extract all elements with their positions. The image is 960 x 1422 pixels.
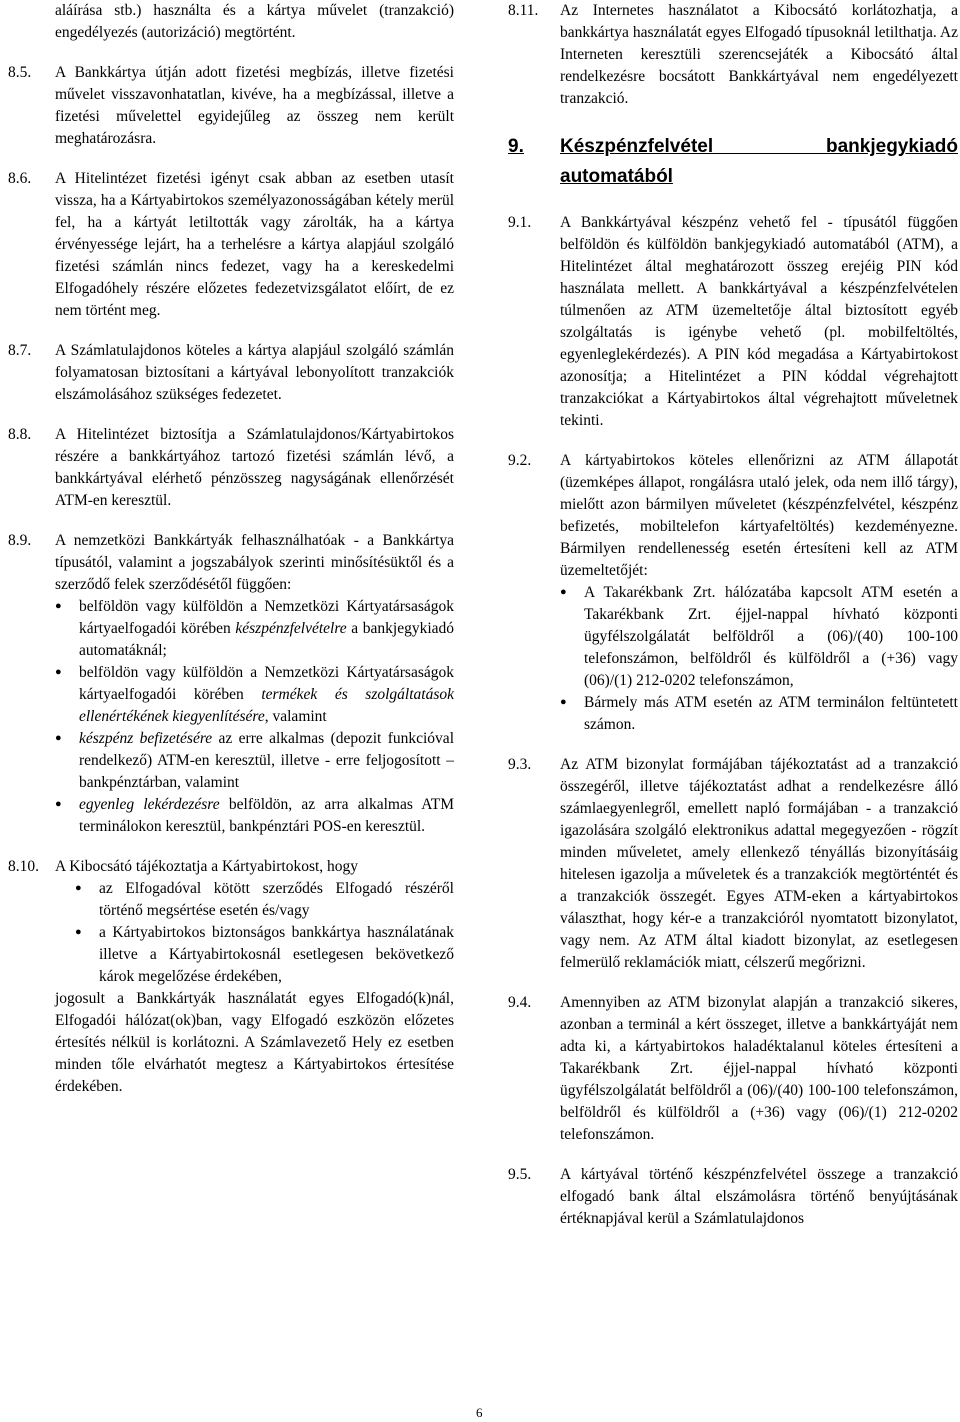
paragraph-8-9 <box>8 530 454 838</box>
bullet-item: ● a Kártyabirtokos biztonságos bankkártya használatának illetve a Kártyabirtokosnál esetlegesen bekövetkező károk megelőzése érdekében, <box>75 922 454 988</box>
paragraph-text: A Hitelintézet fizetési igényt csak abban az esetben utasít vissza, ha a Kártyabirtokos személyazonosságában kétely merül fel, ha a kártyát letiltották vagy zárolták, ha a kártya érvényessége lejárt, ha a terhelésre a kártya alapjául szolgáló fizetési számlán nincs fedezet, vagy ha a kereskedelmi Elfogadóhely részére előzetes fedezetvizsgálatot előírt, de ez nem történt meg. <box>55 170 454 319</box>
paragraph-9-1 <box>508 212 958 432</box>
paragraph-text: A Hitelintézet biztosítja a Számlatulajdonos/Kártyabirtokos részére a bankkártyához tartozó fizetési számlán lévő, a bankkártyával elérhető pénzösszeg nagyságának ellenőrzését ATM-en keresztül. <box>55 426 454 509</box>
paragraph-9-5 <box>508 1164 958 1230</box>
bullet-dot-icon <box>55 596 79 662</box>
bullet-dot-icon <box>560 582 584 692</box>
paragraph-text <box>55 530 454 838</box>
bullet-dot-icon <box>75 878 99 922</box>
page-number: 6 <box>476 1405 483 1420</box>
paragraph-text <box>560 450 958 736</box>
left-column <box>8 0 454 1098</box>
paragraph-number: 8.7. <box>8 342 32 359</box>
paragraph-number: 9.4. <box>508 994 532 1011</box>
bullet-dot-icon <box>55 728 79 794</box>
bullet-dot-icon <box>75 922 99 988</box>
section-number: 9. <box>508 136 524 157</box>
bullet-item: ● belföldön vagy külföldön a Nemzetközi Kártyatársaságok kártyaelfogadói körében termékek és szolgáltatások ellenértékének kiegyenlítésére, valamint <box>55 662 454 728</box>
bullet-dot-icon <box>560 692 584 736</box>
bullet-item: ● belföldön vagy külföldön a Nemzetközi Kártyatársaságok kártyaelfogadói körében készpénzfelvételre a bankjegykiadó automatáknál; <box>55 596 454 662</box>
bullet-item: ● A Takarékbank Zrt. hálózatába kapcsolt ATM esetén a Takarékbank Zrt. éjjel-nappal hívható központi ügyfélszolgálatát belföldről a (06)/(40) 100-100 telefonszámon, belföldről és külföldről a (+36) vagy (06)/(1) 212-0202 telefonszámon, <box>560 582 958 692</box>
paragraph-8-8 <box>8 424 454 512</box>
paragraph-tail: jogosult a Bankkártyák használatát egyes Elfogadó(k)nál, Elfogadói hálózat(ok)ban, vagy Elfogadó eszközön előzetes értesítés nélkül is korlátozni. A Számlavezető Hely ez esetben minden tőle elvárhatót megtesz a Kártyabirtokos értesítése érdekében. <box>55 990 454 1095</box>
bullet-item: ● Bármely más ATM esetén az ATM terminálon feltüntetett számon. <box>560 692 958 736</box>
paragraph-lead: A nemzetközi Bankkártyák felhasználhatóak - a Bankkártya típusától, valamint a jogszabályok szerinti minősítésüktől és a szerződő felek szerződésétől függően: <box>55 532 454 593</box>
paragraph-intro <box>8 0 454 44</box>
section-title-continued: automatából <box>560 166 673 187</box>
paragraph-text: A Számlatulajdonos köteles a kártya alapjául szolgáló számlán folyamatosan biztosítani a kártyával lebonyolított tranzakciók elszámolásához szükséges fedezetet. <box>55 342 454 403</box>
paragraph-number: 9.3. <box>508 756 532 773</box>
paragraph-number: 8.10. <box>8 858 39 875</box>
bullet-dot-icon <box>55 662 79 728</box>
paragraph-number: 8.5. <box>8 64 32 81</box>
paragraph-text: Az Internetes használatot a Kibocsátó korlátozhatja, a bankkártya használatát egyes Elfogadó típusoknál letilthatja. Az Interneten keresztüli szerencsejáték a Kibocsátó által rendelkezésre bocsátott Bankkártyával nem engedélyezett tranzakció. <box>560 2 958 107</box>
right-column <box>508 0 958 1230</box>
paragraph-lead: A kártyabirtokos köteles ellenőrizni az ATM állapotát (üzemképes állapot, rongálásra utaló jelek, oda nem illő tárgy), mielőtt azon bármilyen műveletet (készpénzfelvétel, készpénz befizetés, mobiltelefon kártyafeltöltés) kezdeményezne. Bármilyen rendellenesség esetén értesíteni kell az ATM üzemeltetőjét: <box>560 452 958 579</box>
paragraph-8-7 <box>8 340 454 406</box>
paragraph-number: 8.8. <box>8 426 32 443</box>
bullet-dot-icon <box>55 794 79 838</box>
section-heading <box>508 132 958 162</box>
bullet-item: ● készpénz befizetésére az erre alkalmas (depozit funkcióval rendelkező) ATM-en keresztül, illetve - erre feljogosított – bankpénztárban, valamint <box>55 728 454 794</box>
paragraph-8-11 <box>508 0 958 110</box>
paragraph-number: 9.5. <box>508 1166 532 1183</box>
paragraph-8-6 <box>8 168 454 322</box>
bullet-item: ● egyenleg lekérdezésre belföldön, az arra alkalmas ATM terminálokon keresztül, bankpénztári POS-en keresztül. <box>55 794 454 838</box>
paragraph-number: 8.6. <box>8 170 32 187</box>
paragraph-text: Az ATM bizonylat formájában tájékoztatást ad a tranzakció összegéről, illetve tájékoztatást adhat a rendelkezésre álló számlaegyenlegről, emellett napló formájában - a tranzakció igazolására szolgáló elektronikus adattal megegyezően - rögzít minden műveletet, amely ellenkező tényállás bizonyításáig hitelesen igazolja a műveletek és a tranzakciók megtörténtét és a tranzakciók összegét. Egyes ATM-eken a kártyabirtokos választhat, hogy kér-e a tranzakcióról nyomtatott bizonylatot, vagy nem. Az ATM által kiadott bizonylat, az esetlegesen felmerülő reklamációk miatt, célszerű megőrizni. <box>560 756 958 971</box>
paragraph-lead: A Kibocsátó tájékoztatja a Kártyabirtokost, hogy <box>55 858 359 875</box>
paragraph-text: A kártyával történő készpénzfelvétel összege a tranzakció elfogadó bank által elszámolásra történő benyújtásának értéknapjával kerül a Számlatulajdonos <box>560 1166 958 1227</box>
paragraph-text: aláírása stb.) használta és a kártya művelet (tranzakció) engedélyezés (autorizáció) megtörtént. <box>55 2 454 41</box>
paragraph-text: A Bankkártyával készpénz vehető fel - típusától függően belföldön és külföldön bankjegykiadó automatából (ATM), a Hitelintézet által meghatározott összeg erejéig PIN kód használata mellett. A bankkártyával a készpénzfelvételen túlmenően az ATM üzemeltetője által biztosított egyéb szolgáltatás is igénybe vehető (pl. mobilfeltöltés, egyenleglekérdezés). A PIN kód megadása a Kártyabirtokost azonosítja; a Hitelintézet a PIN kóddal végrehajtott tranzakciókat a Kártyabirtokos által végrehajtott műveletnek tekinti. <box>560 214 958 429</box>
paragraph-number: 8.11. <box>508 2 539 19</box>
paragraph-text: A Bankkártya útján adott fizetési megbízás, illetve fizetési művelet visszavonhatatlan, kivéve, ha a megbízással, illetve a fizetési művelettel egyidejűleg az összeg nem került meghatározásra. <box>55 64 454 147</box>
paragraph-8-5 <box>8 62 454 150</box>
paragraph-number: 9.2. <box>508 452 532 469</box>
section-title: Készpénzfelvétel bankjegykiadó <box>560 136 958 157</box>
paragraph-8-10 <box>8 856 454 1098</box>
paragraph-text <box>55 856 454 1098</box>
bullet-item: ● az Elfogadóval kötött szerződés Elfogadó részéről történő megsértése esetén és/vagy <box>75 878 454 922</box>
paragraph-number: 8.9. <box>8 532 32 549</box>
paragraph-number: 9.1. <box>508 214 532 231</box>
paragraph-9-4 <box>508 992 958 1146</box>
paragraph-text: Amennyiben az ATM bizonylat alapján a tranzakció sikeres, azonban a terminál a kért összeget, illetve a bankkártyáját nem adta ki, a kártyabirtokos haladéktalanul köteles értesíteni a Takarékbank Zrt. éjjel-nappal hívható központi ügyfélszolgálatát belföldről a (06)/(40) 100-100 telefonszámon, belföldről és külföldről a (+36) vagy (06)/(1) 212-0202 telefonszámon. <box>560 994 958 1143</box>
paragraph-9-2 <box>508 450 958 736</box>
paragraph-9-3 <box>508 754 958 974</box>
